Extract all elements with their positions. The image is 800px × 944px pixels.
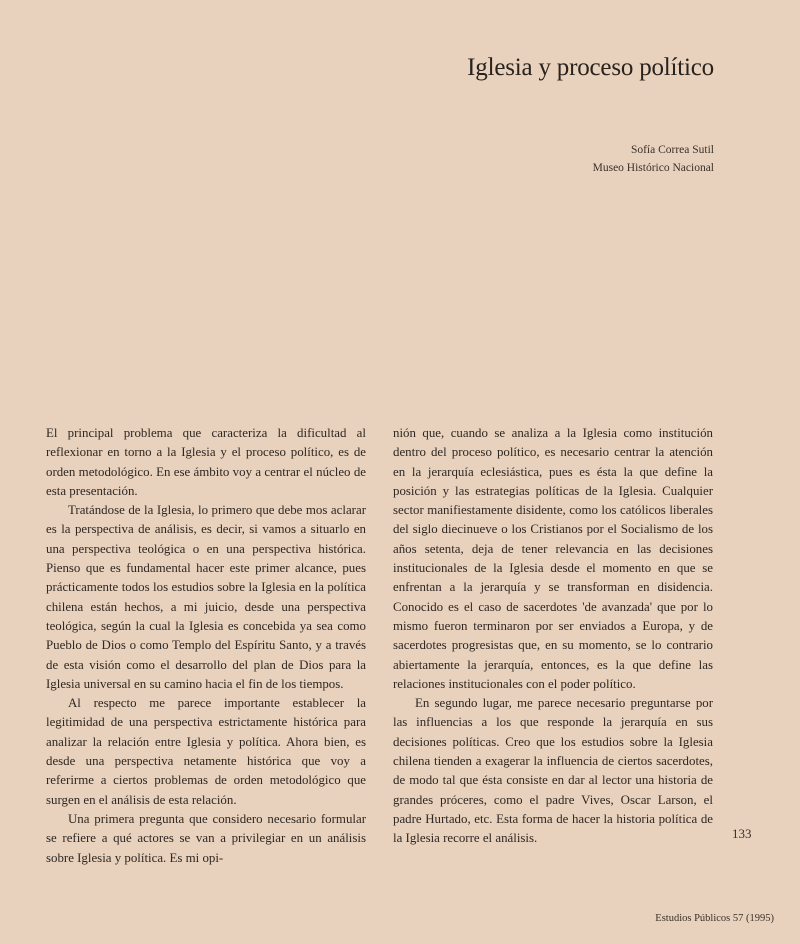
page-footer: Estudios Públicos 57 (1995)	[655, 913, 774, 924]
paragraph: nión que, cuando se analiza a la Iglesia como institución dentro del proceso político, es necesario centrar la atención en la jerarquía eclesiástica, pues es ésta la que define la posición y las estrategias políticas de la Iglesia. Cualquier sector manifiestamente disidente, como los católicos liberales del siglo diecinueve o los Cristianos por el Socialismo de los años setenta, deja de tener relevancia en las decisiones institucionales de la Iglesia desde el momento en que se enfrentan a la jerarquía y se transforman en disidencia. Conocido es el caso de sacerdotes 'de avanzada' que por lo mismo fueron terminaron por ser enviados a Europa, y de sacerdotes progresistas que, en su momento, se lo contrario abiertamente la jerarquía, entonces, es la que define las relaciones institucionales con el poder político.	[393, 426, 713, 691]
paragraph: Tratándose de la Iglesia, lo primero que debe mos aclarar es la perspectiva de análisis, es decir, si vamos a situarlo en una perspectiva teológica o en una perspectiva histórica. Pienso que es fundamental hacer este primer alcance, pues prácticamente todos los estudios sobre la Iglesia en la política chilena están hechos, a mi juicio, desde una perspectiva teológica, según la cual la Iglesia es concebida ya sea como Pueblo de Dios o como Templo del Espíritu Santo, y a través de esta visión como el desarrollo del plan de Dios para la Iglesia universal en su camino hacia el fin de los tiempos.	[46, 503, 366, 691]
paragraph: En segundo lugar, me parece necesario preguntarse por las influencias a los que responde la jerarquía en sus decisiones políticas. Creo que los estudios sobre la Iglesia chilena tienden a exagerar la influencia de ciertos sacerdotes, de modo tal que ésta consiste en dar al lector una historia de grandes próceres, como el padre Vives, Oscar Larson, el padre Hurtado, etc. Esta forma de hacer la historia política de la Iglesia recorre el análisis.	[393, 696, 713, 846]
paragraph: El principal problema que caracteriza la dificultad al reflexionar en torno a la Iglesia y el proceso político, es de orden metodológico. En ese ámbito voy a centrar el núcleo de esta presentación.	[46, 426, 366, 498]
author-block	[593, 141, 714, 177]
author-affiliation: Museo Histórico Nacional	[592, 162, 714, 174]
paragraph: Una primera pregunta que considero necesario formular se refiere a qué actores se van a privilegiar en un análisis sobre Iglesia y política. Es mi opi-	[46, 811, 366, 865]
right-column	[393, 424, 713, 849]
paragraph: Al respecto me parece importante establecer la legitimidad de una perspectiva estrictamente histórica para analizar la relación entre Iglesia y política. Ahora bien, es desde una perspectiva netamente histórica que voy a referirme a ciertos problemas de orden metodológico que surgen en el análisis de esta relación.	[46, 696, 366, 807]
article-title: Iglesia y proceso político	[467, 54, 714, 81]
left-column	[46, 424, 366, 868]
author-name: Sofía Correa Sutil	[630, 144, 714, 156]
page-number: 133	[732, 826, 752, 841]
